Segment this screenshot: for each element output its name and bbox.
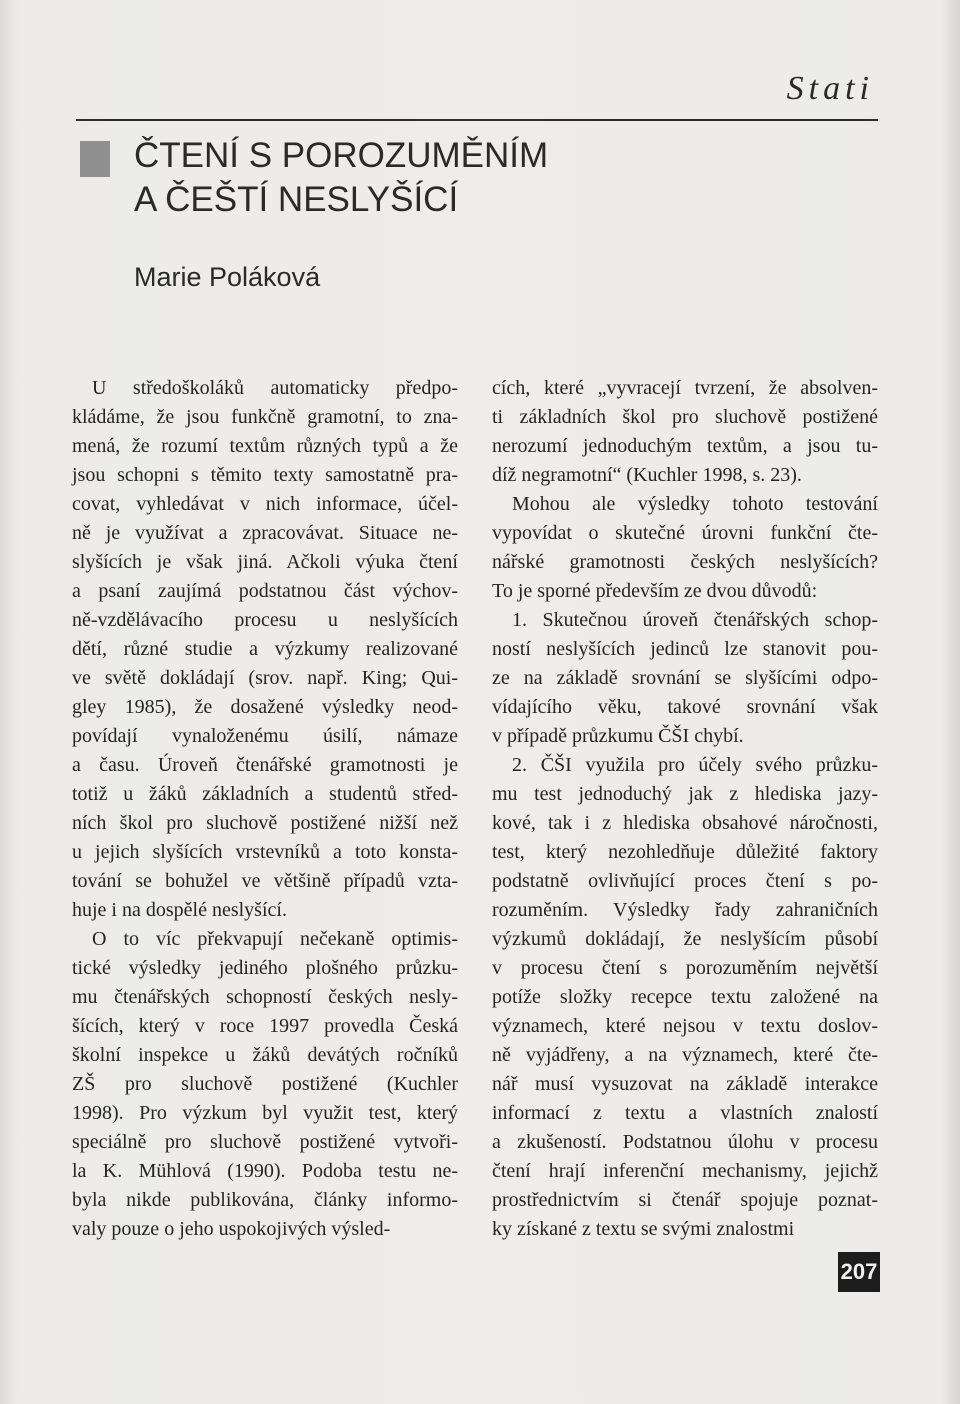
- text-line: valy pouze o jeho uspokojivých výsled-: [72, 1218, 391, 1240]
- text-line: test, který nezohledňuje důležité faktory: [492, 841, 878, 863]
- paragraph: [72, 925, 458, 1244]
- text-line: čtení hrají inferenční mechanismy, jejichž: [492, 1160, 878, 1182]
- paragraph: [492, 490, 878, 606]
- text-line: a času. Úroveň čtenářské gramotnosti je: [72, 754, 458, 776]
- text-line: dětí, různé studie a výzkumy realizované: [72, 638, 458, 660]
- text-line: povídají vynaloženému úsilí, námaze: [72, 725, 458, 747]
- text-line: ky získané z textu se svými znalostmi: [492, 1218, 795, 1240]
- text-line: ně-vzdělávacího procesu u neslyšících: [72, 609, 458, 631]
- article-title: [134, 134, 548, 222]
- text-line: tování se bohužel ve většině případů vzta-: [72, 870, 458, 892]
- text-line: la K. Mühlová (1990). Podoba testu ne-: [72, 1160, 458, 1182]
- text-line: ti základních škol pro sluchově postižené: [492, 406, 878, 428]
- text-line: jsou schopni s těmito texty samostatně pra-: [72, 464, 458, 486]
- text-line: ností neslyšících jedinců lze stanovit pou-: [492, 638, 878, 660]
- text-line: vídajícího věku, takové srovnání však: [492, 696, 878, 718]
- text-line: O to víc překvapují nečekaně optimis-: [92, 928, 458, 950]
- article-title-line-1: ČTENÍ S POROZUMĚNÍM: [134, 136, 549, 175]
- text-line: mu test jednoduchý jak z hlediska jazy-: [492, 783, 878, 805]
- text-line: ně je využívat a zpracovávat. Situace ne-: [72, 522, 458, 544]
- text-line: huje i na dospělé neslyšící.: [72, 899, 287, 921]
- text-line: gley 1985), že dosažené výsledky neod-: [72, 696, 458, 718]
- text-line: významech, které nejsou v textu doslov-: [492, 1015, 878, 1037]
- text-line: díž negramotní“ (Kuchler 1998, s. 23).: [492, 464, 802, 486]
- text-line: 1. Skutečnou úroveň čtenářských schop-: [512, 609, 878, 631]
- text-line: byla nikde publikována, články informo-: [72, 1189, 458, 1211]
- text-line: mená, že rozumí textům různých typů a že: [72, 435, 458, 457]
- text-line: ve světě dokládají (srov. např. King; Qui-: [72, 667, 458, 689]
- text-line: ZŠ pro sluchově postižené (Kuchler: [72, 1073, 458, 1095]
- text-line: nářské gramotnosti českých neslyšících?: [492, 551, 878, 573]
- paragraph: [492, 751, 878, 1244]
- text-line: vypovídat o skutečné úrovni funkční čte-: [492, 522, 878, 544]
- text-line: speciálně pro sluchově postižené vytvoři-: [72, 1131, 458, 1153]
- text-line: a zkušeností. Podstatnou úlohu v procesu: [492, 1131, 878, 1153]
- paragraph: [72, 374, 458, 925]
- text-line: kládáme, že jsou funkčně gramotní, to zna-: [72, 406, 458, 428]
- text-line: nář musí vysuzovat na základě interakce: [492, 1073, 878, 1095]
- text-line: a psaní zaujímá podstatnou část výchov-: [72, 580, 458, 602]
- article-title-line-2: A ČEŠTÍ NESLYŠÍCÍ: [134, 180, 459, 219]
- text-line: prostřednictvím si čtenář spojuje poznat-: [492, 1189, 878, 1211]
- text-line: 1998). Pro výzkum byl využit test, který: [72, 1102, 458, 1124]
- text-line: šících, který v roce 1997 provedla Česká: [72, 1015, 458, 1037]
- right-column: [492, 374, 878, 1244]
- text-line: slyšících je však jiná. Ačkoli výuka čtení: [72, 551, 458, 573]
- text-line: To je sporné především ze dvou důvodů:: [492, 580, 818, 602]
- text-line: ze na základě srovnání se slyšícími odpo-: [492, 667, 878, 689]
- text-line: informací z textu a vlastních znalostí: [492, 1102, 878, 1124]
- text-line: nerozumí jednoduchým textům, a jsou tu-: [492, 435, 878, 457]
- header-rule: [76, 119, 878, 121]
- left-column: [72, 374, 458, 1244]
- text-line: covat, vyhledávat v nich informace, účel-: [72, 493, 458, 515]
- section-label: Stati: [786, 70, 874, 107]
- text-line: tické výsledky jediného plošného průzku-: [72, 957, 458, 979]
- text-line: podstatně ovlivňující proces čtení s po-: [492, 870, 878, 892]
- text-line: kové, tak i z hlediska obsahové náročnosti,: [492, 812, 878, 834]
- text-line: totiž u žáků základních a studentů střed-: [72, 783, 458, 805]
- paragraph: [492, 374, 878, 490]
- article-author: Marie Poláková: [134, 262, 321, 292]
- text-line: Mohou ale výsledky tohoto testování: [512, 493, 878, 515]
- text-line: školní inspekce u žáků devátých ročníků: [72, 1044, 458, 1066]
- text-line: výzkumů dokládají, že neslyšícím působí: [492, 928, 878, 950]
- text-line: u jejich slyšících vrstevníků a toto konsta-: [72, 841, 458, 863]
- title-marker-square: [80, 141, 110, 177]
- text-line: mu čtenářských schopností českých nesly-: [72, 986, 458, 1008]
- text-line: ně vyjádřeny, a na významech, které čte-: [492, 1044, 878, 1066]
- text-line: v případě průzkumu ČŠI chybí.: [492, 725, 744, 747]
- text-line: ních škol pro sluchově postižené nižší než: [72, 812, 458, 834]
- text-line: potíže složky recepce textu založené na: [492, 986, 878, 1008]
- page-number: 207: [838, 1252, 880, 1292]
- paragraph: [492, 606, 878, 751]
- text-line: 2. ČŠI využila pro účely svého průzku-: [512, 754, 878, 776]
- text-line: rozuměním. Výsledky řady zahraničních: [492, 899, 878, 921]
- text-line: U středoškoláků automaticky předpo-: [92, 377, 458, 399]
- text-line: v procesu čtení s porozuměním největší: [492, 957, 878, 979]
- text-line: cích, které „vyvracejí tvrzení, že absolven-: [492, 377, 878, 399]
